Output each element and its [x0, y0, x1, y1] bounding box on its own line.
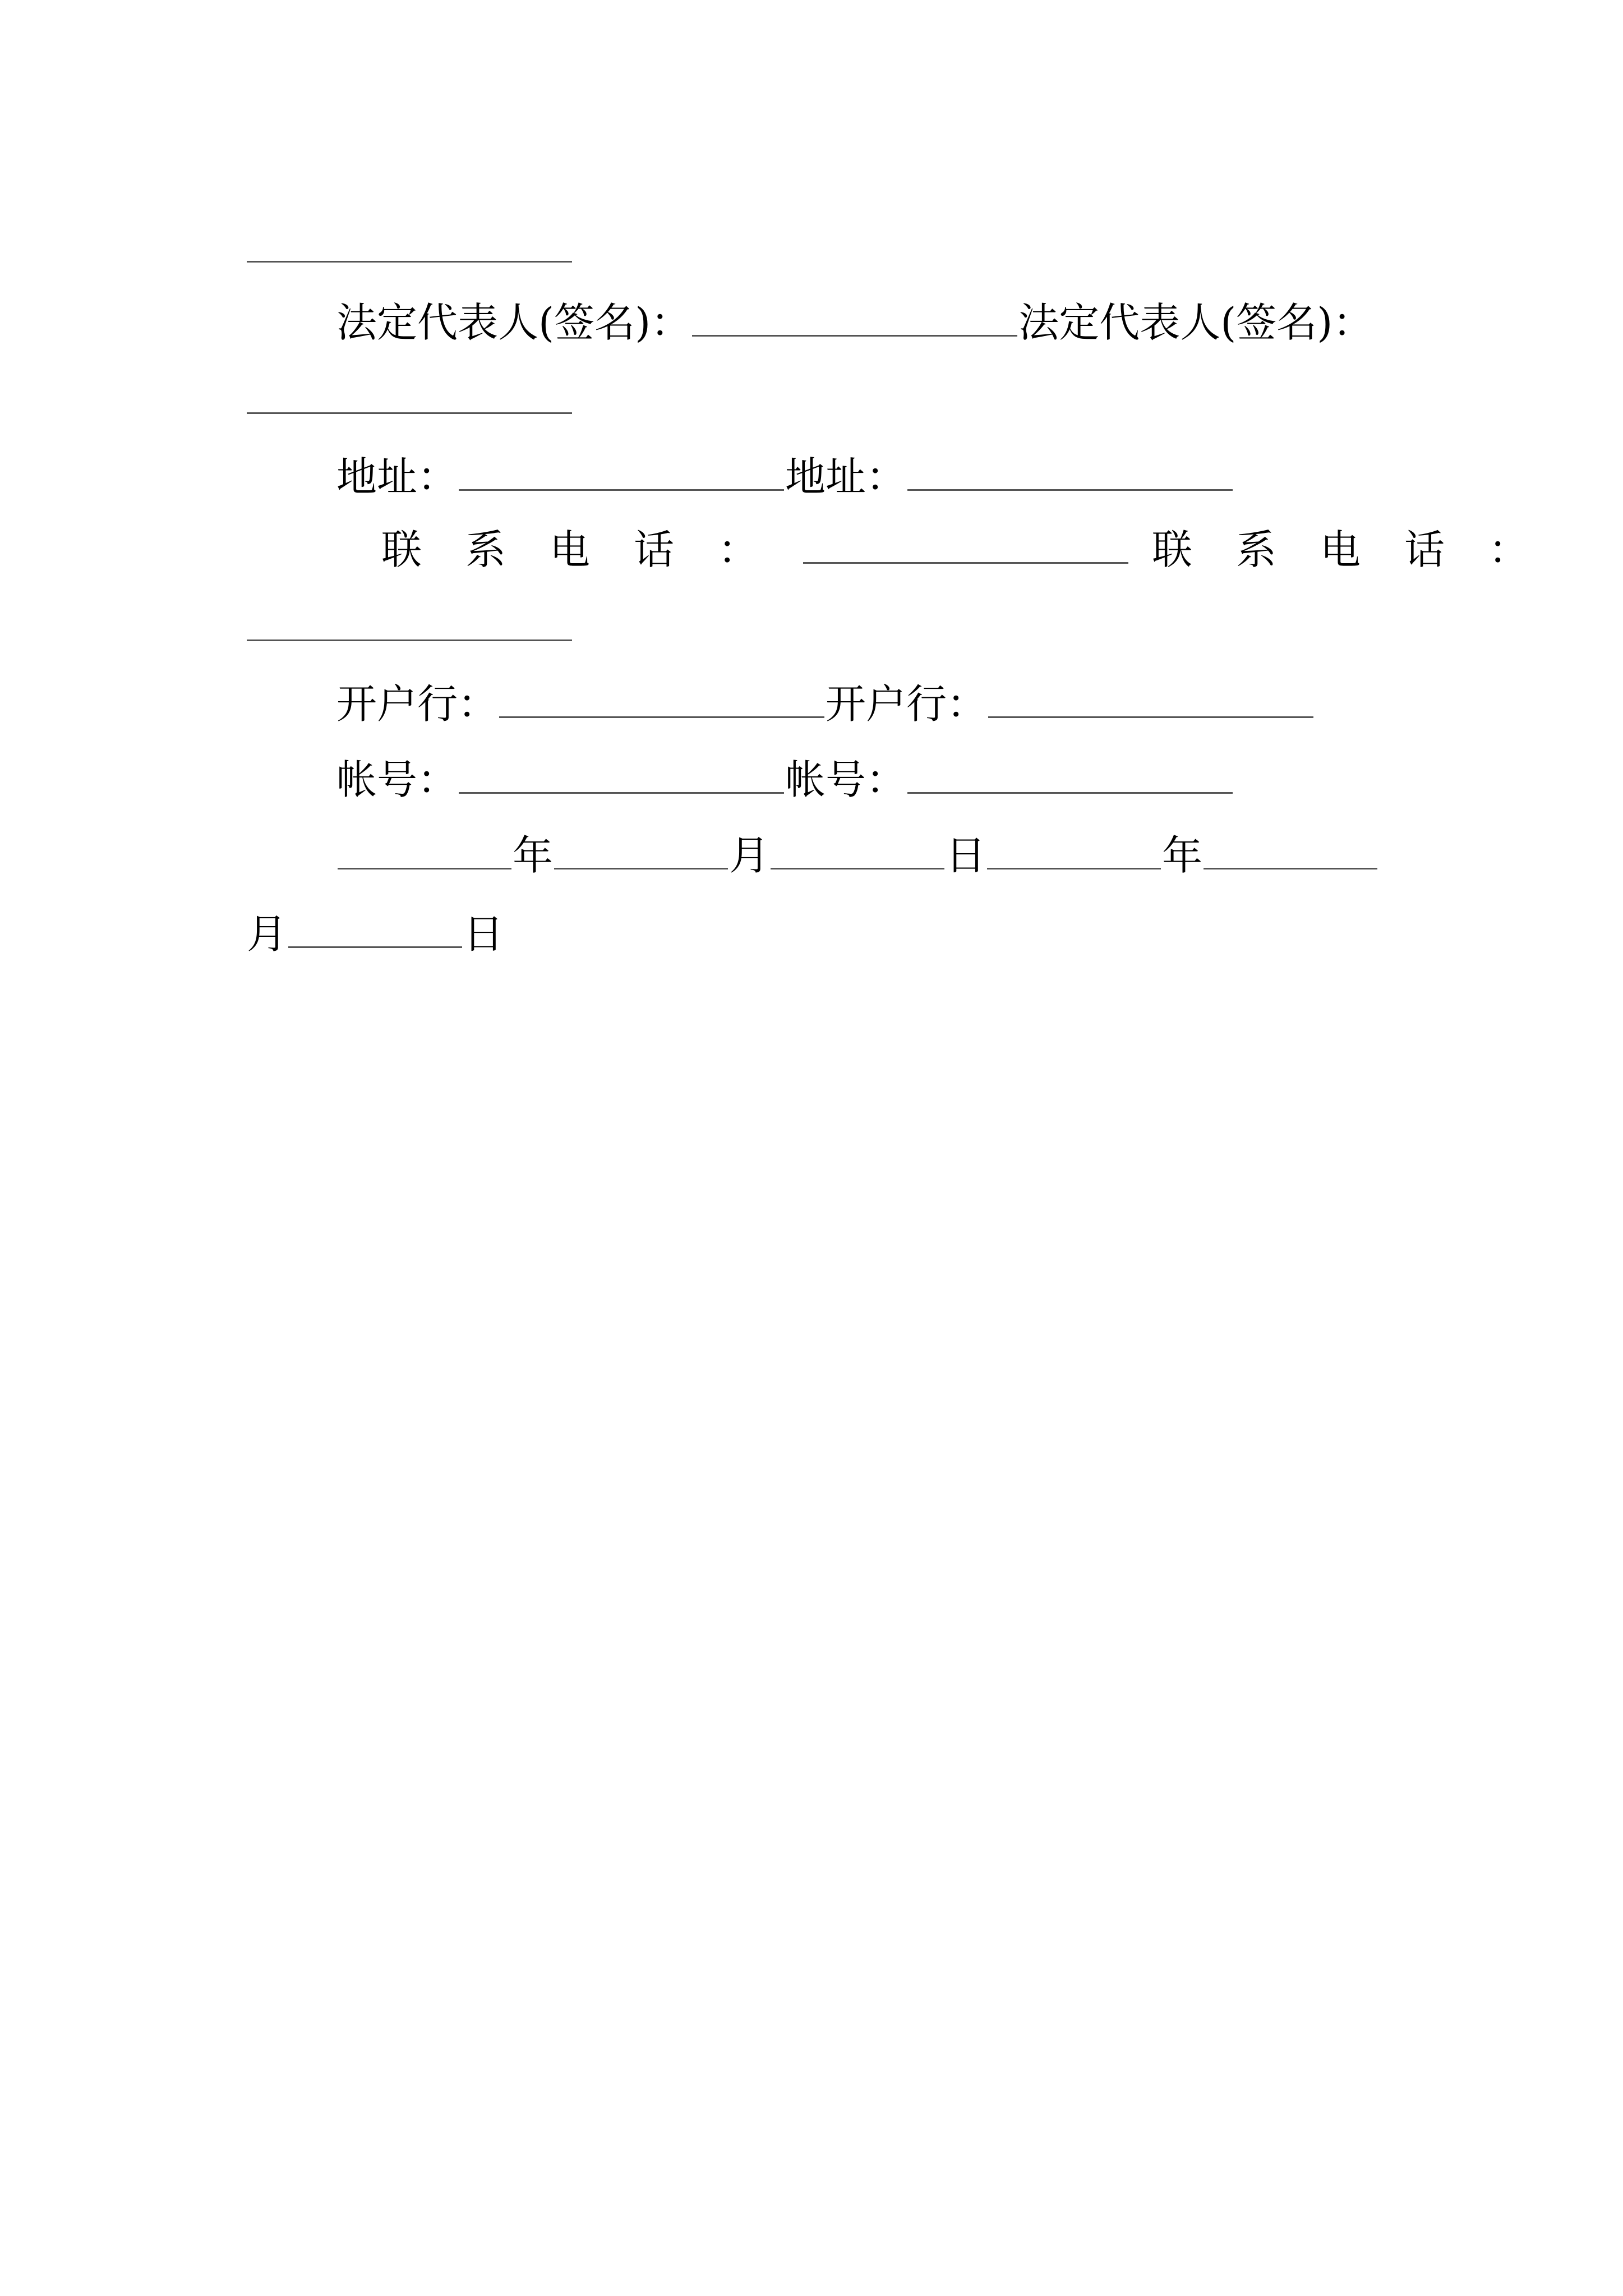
legal-rep-row: [336, 292, 1514, 353]
account-row: [336, 749, 1514, 811]
month-blank: [554, 866, 728, 869]
address-row: [336, 446, 1514, 508]
phone-label-2: 联系电话：: [1152, 526, 1573, 573]
legal-rep-blank: [692, 333, 1017, 337]
address-blank-2: [907, 487, 1233, 491]
month-label: 月: [729, 832, 770, 879]
phone-label: 联系电话：: [381, 526, 803, 573]
day-blank: [771, 866, 944, 869]
signature-blank: [247, 261, 572, 263]
year-label: 年: [513, 832, 554, 879]
account-blank-2: [907, 790, 1233, 794]
bank-label-2: 开户行：: [826, 680, 988, 728]
phone-blank: [803, 560, 1128, 564]
legal-rep-label: 法定代表人(签名)：: [336, 299, 691, 346]
bank-label: 开户行：: [336, 680, 499, 728]
year-label-2: 年: [1162, 832, 1203, 879]
legal-rep-label-2: 法定代表人(签名)：: [1018, 299, 1373, 346]
account-label: 帐号：: [336, 756, 458, 803]
address-blank: [459, 487, 784, 491]
phone-blank-2: [247, 639, 572, 641]
address-label: 地址：: [336, 453, 458, 500]
date-row-2: [247, 903, 1424, 965]
account-label-2: 帐号：: [785, 756, 907, 803]
legal-rep-blank-2: [247, 412, 572, 414]
date-row: [336, 825, 1514, 886]
bank-blank-2: [988, 714, 1313, 718]
year-blank: [338, 866, 511, 869]
day-blank-2: [288, 944, 462, 948]
bank-blank: [499, 714, 824, 718]
address-label-2: 地址：: [785, 453, 907, 500]
month-blank-2: [1204, 866, 1377, 869]
day-label-2: 日: [463, 910, 504, 958]
bank-row: [336, 673, 1514, 735]
account-blank: [459, 790, 784, 794]
month-label-2: 月: [247, 910, 288, 958]
phone-row: [381, 519, 1573, 581]
year-blank-2: [987, 866, 1161, 869]
day-label: 日: [946, 832, 986, 879]
